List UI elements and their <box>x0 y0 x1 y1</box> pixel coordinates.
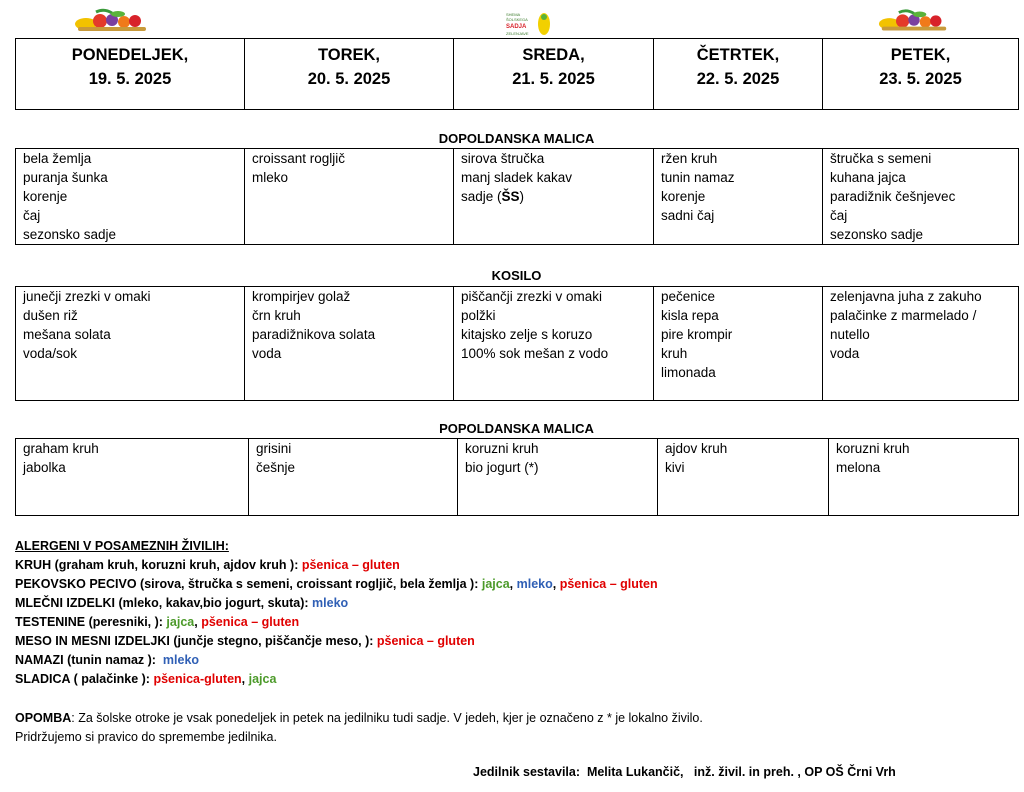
menu-item: bela žemlja <box>23 151 92 166</box>
menu-item: korenje <box>661 189 706 204</box>
allergen-food: NAMAZI (tunin namaz ): <box>15 653 163 667</box>
allergen-milk: mleko <box>516 577 553 591</box>
menu-cell <box>829 439 1019 516</box>
menu-item: češnje <box>256 460 296 475</box>
allergen-line <box>15 651 658 670</box>
menu-item: kisla repa <box>661 308 719 323</box>
allergen-eggs: jajca <box>166 615 195 629</box>
school-scheme-mark: ŠS <box>501 189 520 204</box>
menu-item: voda <box>252 346 282 361</box>
menu-item: palačinke z marmelado / <box>830 308 977 323</box>
day-header-cell <box>245 39 454 110</box>
menu-cell <box>16 287 245 401</box>
allergen-line <box>15 632 658 651</box>
menu-item: kivi <box>665 460 685 475</box>
menu-item: piščančji zrezki v omaki <box>461 289 603 304</box>
menu-item: dušen riž <box>23 308 78 323</box>
menu-item: paradižnik češnjevec <box>830 189 956 204</box>
allergen-food: MESO IN MESNI IZDELJKI (junčje stegno, piščančje meso, ): <box>15 634 377 648</box>
allergen-separator: , <box>194 615 202 629</box>
allergen-gluten: pšenica – gluten <box>301 558 400 572</box>
allergens-heading: ALERGENI V POSAMEZNIH ŽIVILIH: <box>15 539 229 553</box>
section-title-lunch: KOSILO <box>491 268 542 283</box>
menu-item: čaj <box>23 208 41 223</box>
menu-cell <box>245 287 454 401</box>
section-title-afternoon-snack: POPOLDANSKA MALICA <box>439 421 594 436</box>
days-header-table <box>15 38 1019 110</box>
day-name: PETEK, <box>890 46 951 64</box>
menu-item: voda <box>830 346 860 361</box>
menu-cell <box>454 149 654 245</box>
menu-cell <box>16 439 249 516</box>
afternoon-snack-table <box>15 438 1019 516</box>
allergen-food: KRUH (graham kruh, koruzni kruh, ajdov kruh ): <box>15 558 302 572</box>
allergen-food: PEKOVSKO PECIVO (sirova, štručka s semeni, croissant rogljič, bela žemlja ): <box>15 577 482 591</box>
fruit-basket-logo-right <box>878 8 950 34</box>
allergen-food: SLADICA ( palačinke ): <box>15 672 154 686</box>
allergen-line <box>15 594 658 613</box>
menu-item: voda/sok <box>23 346 78 361</box>
allergen-gluten: pšenica-gluten <box>153 672 242 686</box>
menu-item: nutello <box>830 327 870 342</box>
day-header-cell <box>654 39 823 110</box>
menu-item-text: sadje ( <box>461 189 502 204</box>
menu-item: ržen kruh <box>661 151 718 166</box>
note-section <box>15 709 703 747</box>
menu-item: kitajsko zelje s koruzo <box>461 327 593 342</box>
allergen-line <box>15 670 658 689</box>
menu-item: graham kruh <box>23 441 99 456</box>
menu-item: kruh <box>661 346 688 361</box>
menu-item: sezonsko sadje <box>23 227 117 242</box>
note-label: OPOMBA <box>15 711 72 725</box>
menu-cell <box>823 287 1019 401</box>
logo-text-line2: ŠOLSKEGA <box>506 17 528 22</box>
allergen-gluten: pšenica – gluten <box>201 615 300 629</box>
day-name: SREDA, <box>522 46 585 64</box>
allergen-separator: , <box>552 577 560 591</box>
logo-text-line3: SADJA <box>506 24 527 30</box>
menu-cell <box>654 149 823 245</box>
day-header-cell <box>16 39 245 110</box>
day-name: PONEDELJEK, <box>71 46 189 64</box>
menu-item: jabolka <box>23 460 66 475</box>
menu-cell <box>654 287 823 401</box>
menu-cell <box>249 439 458 516</box>
menu-item: polžki <box>461 308 496 323</box>
menu-item: bio jogurt (*) <box>465 460 539 475</box>
allergen-gluten: pšenica – gluten <box>376 634 475 648</box>
allergen-separator: , <box>509 577 517 591</box>
day-header-cell <box>454 39 654 110</box>
menu-item: mleko <box>252 170 289 185</box>
menu-author-signature: Jedilnik sestavila: Melita Lukančič, inž. živil. in preh. , OP OŠ Črni Vrh <box>473 765 896 779</box>
menu-item: junečji zrezki v omaki <box>23 289 151 304</box>
allergens-section <box>15 537 658 689</box>
menu-item: tunin namaz <box>661 170 735 185</box>
menu-item: zelenjavna juha z zakuho <box>830 289 982 304</box>
menu-cell <box>16 149 245 245</box>
note-text: : Za šolske otroke je vsak ponedeljek in petek na jedilniku tudi sadje. V jedeh, kjer je označeno z * je lokalno živilo. <box>71 711 703 725</box>
menu-item: črn kruh <box>252 308 301 323</box>
note-line-2: Pridržujemo si pravico do spremembe jedilnika. <box>15 730 277 744</box>
day-name: ČETRTEK, <box>696 46 780 64</box>
lunch-table <box>15 286 1019 401</box>
menu-cell <box>658 439 829 516</box>
menu-item: kuhana jajca <box>830 170 906 185</box>
allergen-line <box>15 613 658 632</box>
allergen-eggs: jajca <box>248 672 277 686</box>
allergen-food: MLEČNI IZDELKI (mleko, kakav,bio jogurt, skuta): <box>15 596 313 610</box>
menu-item: koruzni kruh <box>465 441 539 456</box>
menu-item: pire krompir <box>661 327 733 342</box>
school-fruit-scheme-logo <box>500 8 560 38</box>
menu-item: sadni čaj <box>661 208 715 223</box>
day-name: TOREK, <box>317 46 381 64</box>
menu-item: limonada <box>661 365 716 380</box>
menu-item-text: ) <box>519 189 525 204</box>
menu-item: koruzni kruh <box>836 441 910 456</box>
allergen-separator: , <box>241 672 249 686</box>
menu-cell <box>458 439 658 516</box>
day-date: 22. 5. 2025 <box>696 70 780 88</box>
menu-item: sezonsko sadje <box>830 227 924 242</box>
logo-text-line4: ZELENJAVE <box>506 31 529 36</box>
menu-item: puranja šunka <box>23 170 108 185</box>
menu-item: ajdov kruh <box>665 441 728 456</box>
day-date: 23. 5. 2025 <box>879 70 962 88</box>
menu-item: manj sladek kakav <box>461 170 573 185</box>
allergen-milk: mleko <box>162 653 200 667</box>
menu-item: 100% sok mešan z vodo <box>461 346 609 361</box>
morning-snack-table <box>15 148 1019 245</box>
day-header-cell <box>823 39 1019 110</box>
day-date: 20. 5. 2025 <box>307 70 391 88</box>
menu-item: melona <box>836 460 881 475</box>
menu-item: pečenice <box>661 289 716 304</box>
day-date: 21. 5. 2025 <box>512 70 595 88</box>
menu-cell <box>454 287 654 401</box>
menu-item: croissant rogljič <box>252 151 346 166</box>
menu-item: korenje <box>23 189 68 204</box>
menu-item: krompirjev golaž <box>252 289 351 304</box>
allergen-gluten: pšenica – gluten <box>559 577 658 591</box>
allergen-line <box>15 575 658 594</box>
logo-text-line1: SHEMA <box>506 12 521 17</box>
allergen-eggs: jajca <box>481 577 510 591</box>
allergen-food: TESTENINE (peresniki, ): <box>15 615 167 629</box>
menu-item: sirova štručka <box>461 151 545 166</box>
note-line-1 <box>15 709 703 728</box>
fruit-basket-logo-left <box>74 8 150 34</box>
allergen-line <box>15 556 658 575</box>
menu-item: mešana solata <box>23 327 111 342</box>
day-date: 19. 5. 2025 <box>88 70 172 88</box>
menu-cell <box>245 149 454 245</box>
allergen-milk: mleko <box>312 596 349 610</box>
menu-cell <box>823 149 1019 245</box>
menu-item: štručka s semeni <box>830 151 932 166</box>
menu-item <box>461 187 653 206</box>
section-title-morning-snack: DOPOLDANSKA MALICA <box>438 131 595 146</box>
menu-item: paradižnikova solata <box>252 327 376 342</box>
menu-item: čaj <box>830 208 848 223</box>
menu-item: grisini <box>256 441 292 456</box>
